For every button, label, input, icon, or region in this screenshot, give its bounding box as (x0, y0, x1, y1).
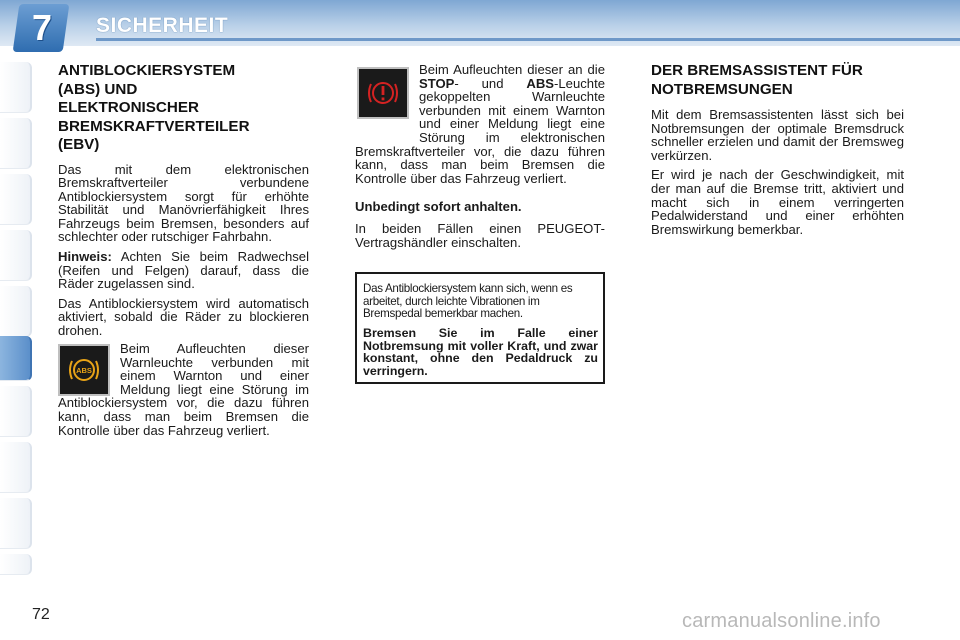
chapter-tab[interactable] (0, 498, 32, 549)
abs-warning-text: Beim Aufleuchten dieser Warnleuchte verbunden mit einem Warnton und einer Meldung liegt eine Störung im Antiblockiersystem vor, die dazu führen kann, dass man beim Bremsen die Kontrolle über das Fahrzeug verliert. (58, 341, 309, 438)
abs-intro: Das mit dem elektronischen Bremskraftverteiler verbundene Antiblockiersystem sorgt für erhöhte Stabilität und Manövrierfähigkeit Ihres Fahrzeugs beim Bremsen, besonders auf schlechter oder rutschiger Fahrbahn. (58, 161, 309, 245)
chapter-tab[interactable] (0, 442, 32, 493)
abs-note-box (355, 272, 605, 384)
ebv-warning-block (355, 63, 605, 255)
dealer-instruction: In beiden Fällen einen PEUGEOT-Vertragshändler einschalten. (355, 220, 605, 250)
watermark: carmanualsonline.info (682, 610, 881, 632)
abs-activation: Das Antiblockiersystem wird automatisch aktiviert, sobald die Räder zu blockieren drohen. (58, 295, 309, 339)
abs-section (58, 62, 309, 344)
chapter-tab[interactable] (0, 230, 32, 281)
note-vibration: Das Antiblockiersystem kann sich, wenn es arbeitet, durch leichte Vibrationen im Bremspedal bemerkbar machen. (363, 282, 573, 321)
chapter-tab[interactable] (0, 62, 32, 113)
chapter-number: 7 (31, 7, 53, 48)
svg-text:ABS: ABS (76, 366, 92, 375)
brake-assist-para1: Mit dem Bremsassistenten lässt sich bei Notbremsungen der optimale Bremsdruck schneller erzielen und damit der Bremsweg verkürzen. (651, 107, 904, 163)
note-emergency-braking: Bremsen Sie im Falle einer Notbremsung mit voller Kraft, und zwar konstant, ohne den Pedaldruck zu verringern. (363, 325, 598, 379)
page-number: 72 (32, 606, 50, 623)
chapter-tab[interactable] (0, 286, 32, 337)
brake-assist-para2: Er wird je nach der Geschwindigkeit, mit der man auf die Bremse tritt, aktiviert und macht sich in einem verringerten Pedalwiderstand und einer erhöhten Bremswirkung bemerkbar. (651, 167, 904, 237)
abs-warning-block (58, 342, 309, 443)
brake-assist-heading: DER BREMSASSISTENT FÜR NOTBREMSUNGEN (651, 62, 863, 98)
hinweis-note: Hinweis: Achten Sie beim Radwechsel (Reifen und Felgen) darauf, dass die Räder zugelassen sind. (58, 249, 309, 292)
chapter-tab[interactable] (0, 174, 32, 225)
header-rule (96, 38, 960, 41)
ebv-warning-text: Beim Aufleuchten dieser an die STOP- und ABS-Leuchte gekoppelten Warnleuchte verbunden mit einem Warnton und einer Meldung liegt eine Störung im elektronischen Bremskraftverteiler vor, die dazu führen kann, dass man beim Bremsen die Kontrolle über das Fahrzeug verliert. (355, 62, 605, 186)
brake-assist-section (651, 62, 904, 242)
chapter-tab[interactable] (0, 386, 32, 437)
chapter-title: SICHERHEIT (96, 14, 229, 37)
chapter-tab[interactable] (0, 554, 32, 575)
stop-now-instruction: Unbedingt sofort anhalten. (355, 199, 522, 215)
chapter-tab-active[interactable] (0, 336, 32, 381)
chapter-tab[interactable] (0, 118, 32, 169)
chapter-tabs (0, 62, 34, 574)
abs-heading: ANTIBLOCKIERSYSTEM (ABS) UND ELEKTRONISCHER BREMSKRAFTVERTEILER (EBV) (58, 62, 250, 153)
